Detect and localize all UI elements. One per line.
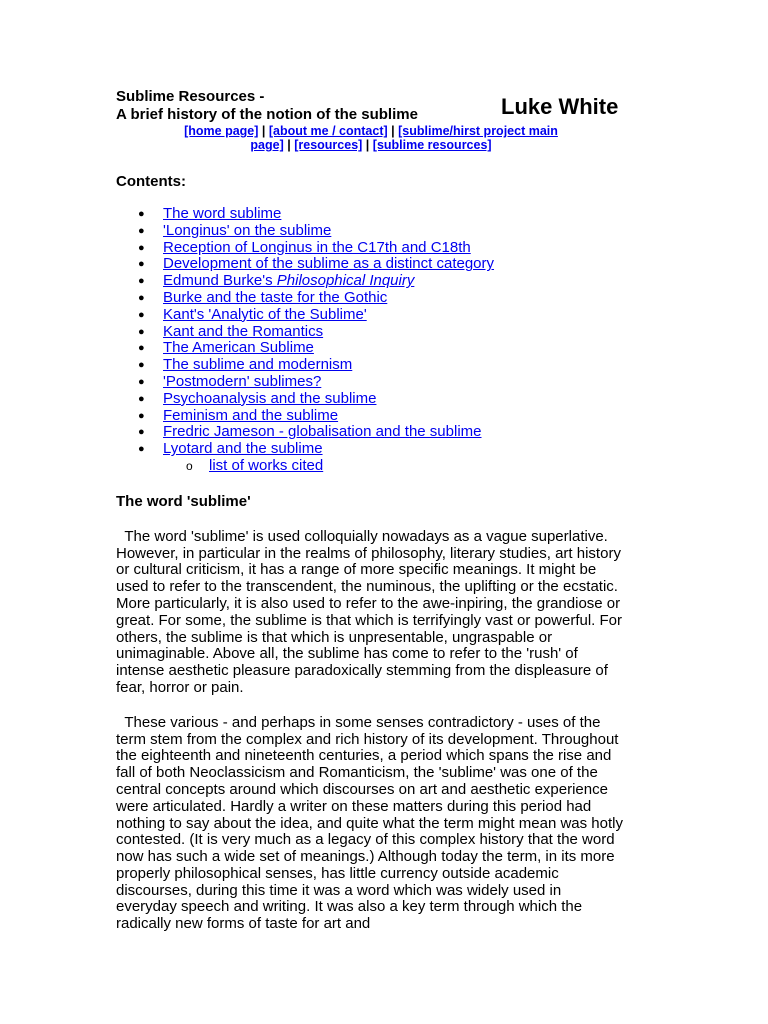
toc-link-kant-analytic[interactable]: Kant's 'Analytic of the Sublime' [163,305,367,323]
title-line-2: A brief history of the notion of the sublime [116,106,418,123]
toc-item [116,290,626,307]
table-of-contents [116,206,626,475]
nav-about-link[interactable]: [about me / contact] [268,124,388,138]
bullet-icon: ● [138,241,145,254]
toc-item [116,408,626,425]
toc-sub-item [163,458,626,475]
nav-project-link[interactable]: [sublime/hirst project main [398,124,558,138]
toc-link-reception[interactable]: Reception of Longinus in the C17th and C18th [163,238,471,256]
nav-links [116,124,626,152]
nav-home-link[interactable]: [home page] [184,124,259,138]
toc-link-word-sublime[interactable]: The word sublime [163,205,282,222]
toc-link-kant-romantics[interactable]: Kant and the Romantics [163,322,324,340]
toc-item [116,391,626,408]
toc-link-american-sublime[interactable]: The American Sublime [163,339,314,357]
bullet-icon: ● [138,359,145,372]
nav-separator: | [261,124,266,138]
author-name: Luke White [501,94,619,119]
nav-resources-link[interactable]: [resources] [294,138,363,152]
toc-item [116,273,626,290]
toc-link-longinus[interactable]: 'Longinus' on the sublime [163,221,332,239]
bullet-icon: ● [138,275,145,288]
toc-link-burke-gothic[interactable]: Burke and the taste for the Gothic [163,288,388,306]
contents-heading: Contents: [116,173,186,190]
toc-link-development[interactable]: Development of the sublime as a distinct category [163,255,495,273]
bullet-icon: ● [138,308,145,321]
bullet-icon: ● [138,443,145,456]
nav-line-2 [116,138,626,152]
bullet-icon: ● [138,409,145,422]
toc-item [116,307,626,324]
toc-item [116,357,626,374]
bullet-icon: ● [138,426,145,439]
page-header [116,88,626,126]
bullet-icon: ● [138,291,145,304]
nav-separator: | [391,124,395,138]
bullet-icon: ● [138,224,145,237]
toc-item [116,256,626,273]
toc-item [116,324,626,341]
body-paragraph [116,529,626,697]
section-heading: The word 'sublime' [116,492,251,510]
nav-separator: | [365,138,370,152]
paragraph-text: These various - and perhaps in some senses contradictory - uses of the term stem from the complex and rich history of its development. Throughout the eighteenth and nineteenth centuries, a period which spans the rise and fall of both Neoclassicism and Romanticism, the 'sublime' was one of the central concepts around which discourses on art and aesthetic experience were articulated. Hardly a writer on these matters during this period had nothing to say about the idea, and quite what the term might mean was hotly contested. (It is very much as a legacy of this complex history that the word now has such a wide set of meanings.) Although today the term, in its more properly philosophical senses, has little currency outside academic discourses, during this time it was a word which was widely used in everyday speech and writing. It was also a key term through which the radically new forms of taste for art and [116,713,623,933]
document-page [116,88,626,933]
bullet-icon: ● [138,342,145,355]
bullet-icon: ● [138,258,145,271]
toc-link-modernism[interactable]: The sublime and modernism [163,356,353,374]
bullet-icon: ● [138,392,145,405]
toc-link-jameson[interactable]: Fredric Jameson - globalisation and the sublime [163,423,482,441]
toc-sublist [163,458,626,475]
bullet-icon: ● [138,208,145,220]
toc-link-psychoanalysis[interactable]: Psychoanalysis and the sublime [163,389,377,407]
bullet-icon: ● [138,375,145,388]
toc-item [116,424,626,441]
toc-item [116,340,626,357]
toc-link-lyotard[interactable]: Lyotard and the sublime [163,440,323,458]
toc-item [116,206,626,223]
nav-line-1 [116,124,626,138]
toc-link-postmodern[interactable]: 'Postmodern' sublimes? [163,372,322,390]
toc-link-burke-inquiry[interactable] [163,272,414,289]
burke-prefix: Edmund Burke's [163,272,277,290]
toc-link-feminism[interactable]: Feminism and the sublime [163,406,339,424]
toc-item [116,240,626,257]
circle-bullet-icon: o [186,458,193,473]
toc-item [116,223,626,240]
nav-separator: | [287,138,291,152]
bullet-icon: ● [138,325,145,338]
nav-sublime-resources-link[interactable]: [sublime resources] [372,138,492,152]
title-line-1: Sublime Resources - [116,88,265,105]
toc-item [116,441,626,475]
nav-project-link-cont[interactable]: page] [250,138,284,152]
toc-item [116,374,626,391]
burke-italic-title: Philosophical Inquiry [276,272,415,290]
toc-link-works-cited[interactable]: list of works cited [209,456,324,474]
body-paragraph [116,715,626,933]
paragraph-text: The word 'sublime' is used colloquially nowadays as a vague superlative. However, in particular in the realms of philosophy, literary studies, art history or cultural criticism, it has a range of more specific meanings. It might be used to refer to the transcendent, the numinous, the uplifting or the ecstatic. More particularly, it is also used to refer to the awe-inpiring, the grandiose or great. For some, the sublime is that which is terrifyingly vast or powerful. For others, the sublime is that which is unpresentable, ungraspable or unimaginable. Above all, the sublime has come to refer to the 'rush' of intense aesthetic pleasure paradoxically stemming from the displeasure of fear, horror or pain. [116,527,623,696]
